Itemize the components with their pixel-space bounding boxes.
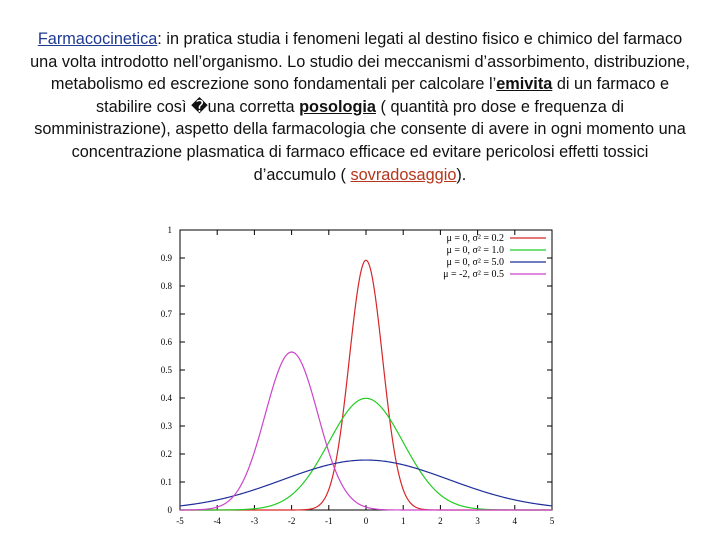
y-tick-label: 0.4 (160, 393, 172, 403)
y-tick-label: 0.3 (160, 421, 172, 431)
slide-paragraph (30, 28, 690, 186)
x-tick-label: 5 (549, 516, 555, 526)
x-tick-label: -1 (325, 516, 333, 526)
y-tick-label: 0.1 (160, 477, 172, 487)
x-tick-label: 0 (363, 516, 369, 526)
term-farmacocinetica[interactable]: Farmacocinetica (37, 30, 158, 48)
x-tick-label: 1 (400, 516, 406, 526)
paragraph-text: ( quantità pro dose e frequenza di somministrazione), aspetto della farmacologia che consente di avere in ogni momento una concentrazione plasmatica di farmaco efficace ed evitare pericolosi effetti tossici d’accumulo ( (34, 97, 686, 184)
legend-label: μ = 0, σ² = 0.2 (446, 233, 504, 244)
x-tick-label: -4 (213, 516, 221, 526)
y-tick-label: 1 (167, 225, 172, 235)
y-tick-label: 0 (167, 505, 172, 515)
x-tick-label: -3 (250, 516, 259, 526)
term-sovradosaggio[interactable]: sovradosaggio (350, 165, 457, 184)
x-tick-label: 2 (438, 516, 443, 526)
legend-label: μ = 0, σ² = 5.0 (446, 257, 504, 268)
y-tick-label: 0.9 (160, 253, 172, 263)
paragraph-text: : in pratica studia i fenomeni legati al destino fisico e chimico del farmaco una volta introdotto nell’organismo. Lo studio dei meccanismi d’assorbimento, distribuzione, metabolismo ed escrezione sono fondamentali per calcolare l’ (30, 30, 690, 94)
series-line-0 (180, 260, 552, 510)
y-tick-label: 0.6 (160, 337, 172, 347)
paragraph-text: di un farmaco e stabilire così �una corretta (95, 75, 670, 116)
x-tick-label: 3 (475, 516, 480, 526)
legend-label: μ = 0, σ² = 1.0 (446, 245, 504, 256)
series-line-2 (180, 460, 552, 506)
paragraph-text: ). (456, 165, 467, 184)
x-tick-label: 4 (512, 516, 518, 526)
x-tick-label: -5 (176, 516, 184, 526)
y-tick-label: 0.7 (160, 309, 172, 319)
term-emivita: emivita (496, 75, 553, 94)
y-tick-label: 0.5 (160, 365, 172, 375)
series-line-3 (180, 352, 552, 510)
term-posologia: posologia (299, 97, 376, 116)
legend-label: μ = -2, σ² = 0.5 (443, 269, 504, 280)
y-tick-label: 0.8 (160, 281, 172, 291)
normal-distribution-chart (150, 218, 570, 540)
y-tick-label: 0.2 (160, 449, 172, 459)
x-tick-label: -2 (287, 516, 296, 526)
